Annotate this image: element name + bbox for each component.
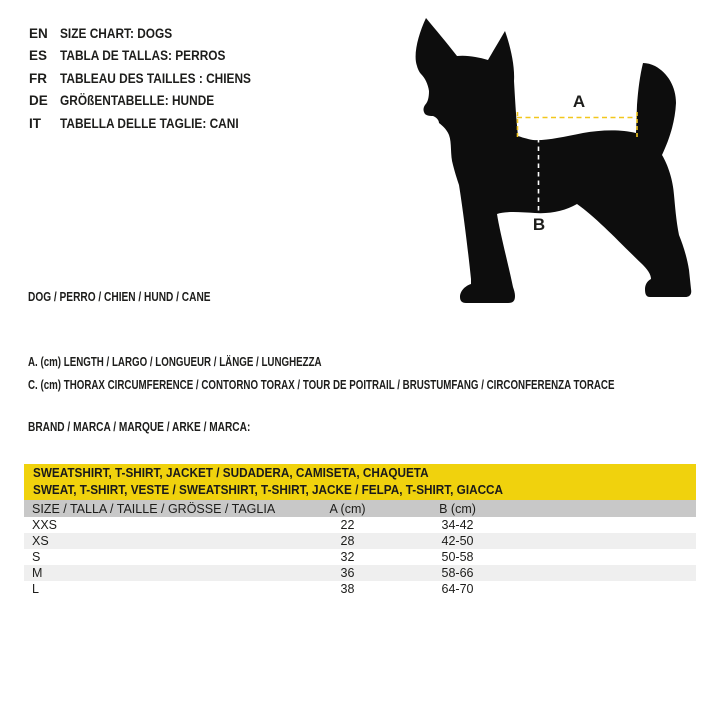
language-title: GRÖßENTABELLE: HUNDE <box>60 93 215 109</box>
size-table <box>24 464 696 597</box>
cell-size: M <box>32 566 43 580</box>
garment-type-line-1 <box>33 465 696 482</box>
garment-type-line-1-text: SWEATSHIRT, T-SHIRT, JACKET / SUDADERA, CAMISETA, CHAQUETA <box>33 466 429 481</box>
cell-a: 36 <box>340 566 355 580</box>
language-row-de <box>29 90 277 113</box>
language-row-it <box>29 112 277 135</box>
cell-size: XXS <box>32 518 58 532</box>
header-b-cm: B (cm) <box>439 501 476 516</box>
language-code: EN <box>29 25 48 41</box>
cell-b: 50-58 <box>441 550 474 564</box>
language-code: DE <box>29 93 48 109</box>
cell-a: 28 <box>340 534 355 548</box>
language-title: SIZE CHART: DOGS <box>60 25 173 41</box>
animal-caption <box>28 289 262 304</box>
table-row-xxs <box>24 517 696 533</box>
legend-line-c <box>28 374 720 397</box>
language-title-list <box>29 22 277 135</box>
legend-line-a-text: A. (cm) LENGTH / LARGO / LONGUEUR / LÄNGE / LUNGHEZZA <box>28 355 322 370</box>
brand-caption <box>28 419 313 434</box>
table-header-row <box>24 500 696 517</box>
measure-a-label: A <box>572 92 586 111</box>
garment-type-banner <box>24 464 696 500</box>
garment-type-line-2-text: SWEAT, T-SHIRT, VESTE / SWEATSHIRT, T-SHIRT, JACKE / FELPA, T-SHIRT, GIACCA <box>33 482 504 497</box>
language-row-fr <box>29 67 277 90</box>
cell-b: 58-66 <box>441 566 474 580</box>
cell-b: 64-70 <box>441 582 474 596</box>
dog-silhouette-image <box>405 5 705 315</box>
table-row-l <box>24 581 696 597</box>
brand-caption-text: BRAND / MARCA / MARQUE / ARKE / MARCA: <box>28 419 251 434</box>
measure-b-label: B <box>532 215 546 234</box>
language-row-es <box>29 45 277 68</box>
cell-size: S <box>32 550 41 564</box>
cell-a: 32 <box>340 550 355 564</box>
measurement-legend <box>28 351 720 396</box>
cell-size: XS <box>32 534 49 548</box>
table-row-s <box>24 549 696 565</box>
dog-silhouette-figure <box>405 5 705 315</box>
legend-line-c-text: C. (cm) THORAX CIRCUMFERENCE / CONTORNO TORAX / TOUR DE POITRAIL / BRUSTUMFANG / CIRCONFERENZA TORACE <box>28 377 615 392</box>
cell-a: 22 <box>340 518 355 532</box>
legend-line-a <box>28 351 720 374</box>
cell-b: 42-50 <box>441 534 474 548</box>
language-title: TABLEAU DES TAILLES : CHIENS <box>60 70 251 86</box>
language-row-en <box>29 22 277 45</box>
cell-size: L <box>32 582 39 596</box>
dog-silhouette-path <box>416 18 692 303</box>
header-size: SIZE / TALLA / TAILLE / GRÖSSE / TAGLIA <box>32 501 276 516</box>
cell-b: 34-42 <box>441 518 474 532</box>
language-code: FR <box>29 70 47 86</box>
table-row-m <box>24 565 696 581</box>
table-row-xs <box>24 533 696 549</box>
language-title: TABLA DE TALLAS: PERROS <box>60 48 226 64</box>
header-a-cm: A (cm) <box>329 501 366 516</box>
language-title: TABELLA DELLE TAGLIE: CANI <box>60 115 239 131</box>
cell-a: 38 <box>340 582 355 596</box>
language-code: ES <box>29 48 48 64</box>
garment-type-line-2 <box>33 482 696 499</box>
language-code: IT <box>29 115 41 131</box>
animal-caption-text: DOG / PERRO / CHIEN / HUND / CANE <box>28 289 211 304</box>
